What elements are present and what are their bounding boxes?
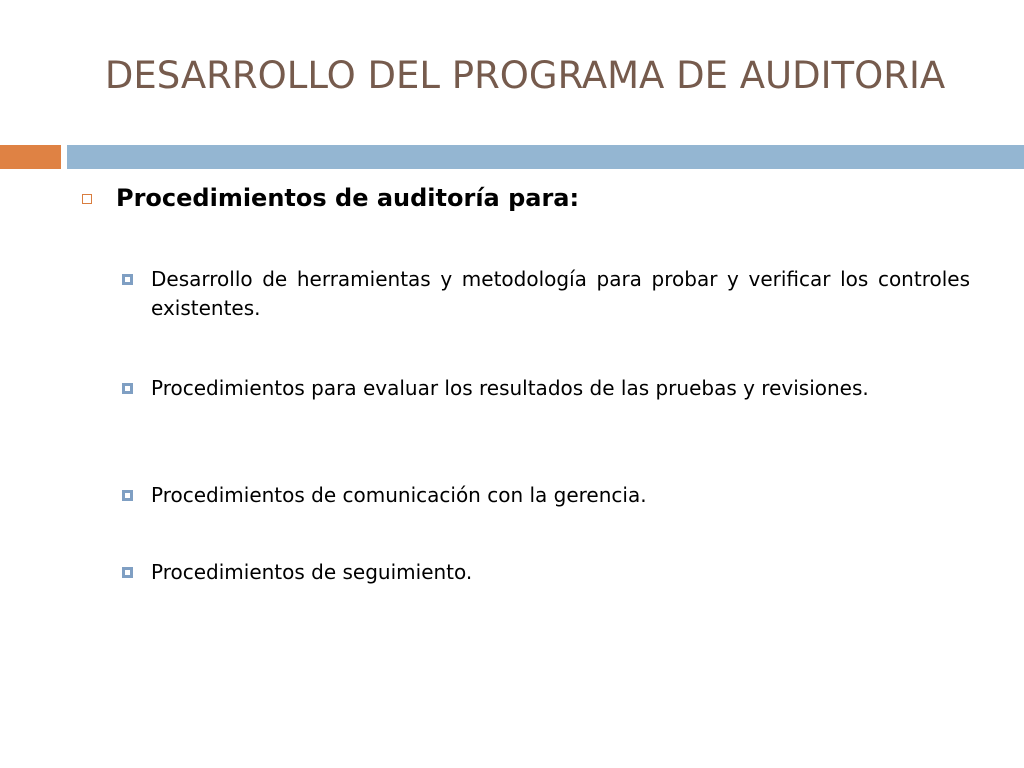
square-bullet-icon [82, 194, 92, 204]
sub-bullet-text: Desarrollo de herramientas y metodología para probar y verificar los controles existentes. [151, 267, 970, 320]
square-bullet-icon [122, 567, 133, 578]
sub-bullet-text: Procedimientos de seguimiento. [151, 560, 473, 584]
square-bullet-icon [122, 274, 133, 285]
accent-bar-blue [67, 145, 1024, 169]
sub-bullet-text: Procedimientos para evaluar los resultados de las pruebas y revisiones. [151, 376, 869, 400]
sub-bullet-text: Procedimientos de comunicación con la gerencia. [151, 483, 647, 507]
square-bullet-icon [122, 490, 133, 501]
square-bullet-icon [122, 383, 133, 394]
slide-title: DESARROLLO DEL PROGRAMA DE AUDITORIA [104, 54, 946, 97]
accent-bar-orange [0, 145, 61, 169]
main-bullet-text: Procedimientos de auditoría para: [116, 184, 580, 212]
